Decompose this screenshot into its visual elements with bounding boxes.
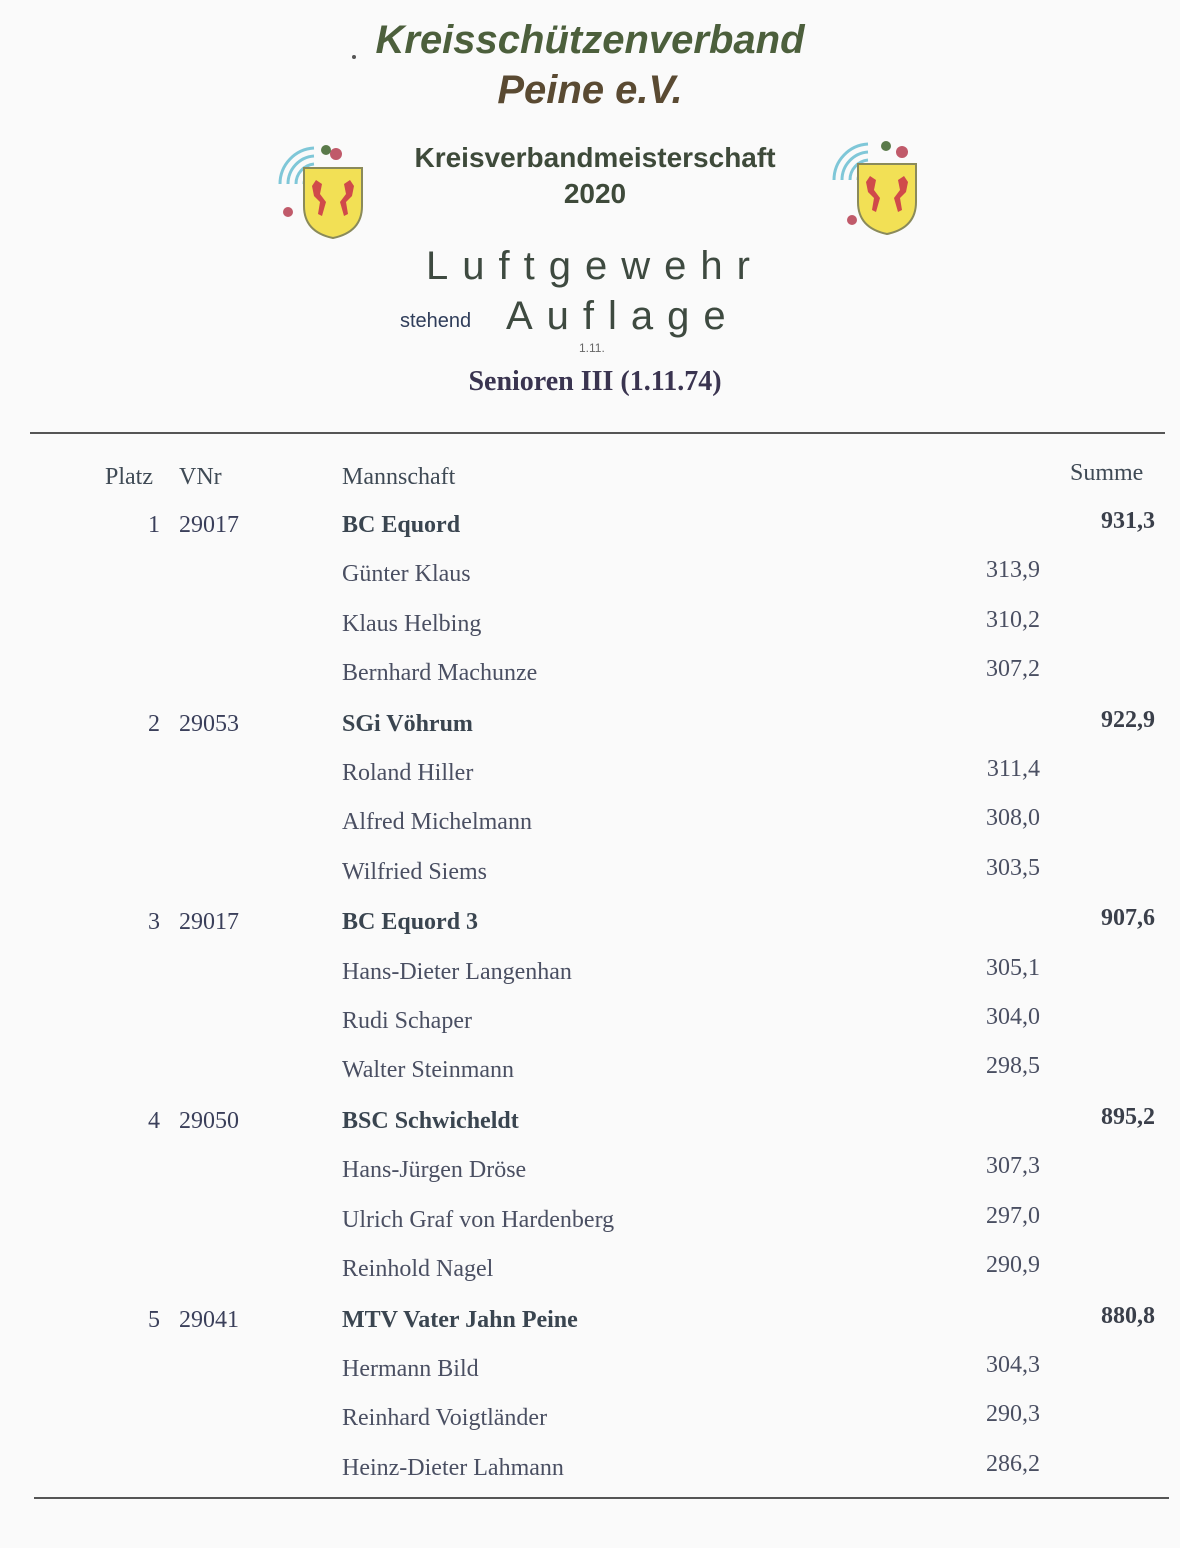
member-score: 303,5 [986, 854, 1040, 881]
member-row [0, 557, 1180, 610]
team-row [0, 905, 1180, 958]
age-class-label: Senioren III (1.11.74) [468, 366, 722, 397]
member-score: 304,0 [986, 1004, 1040, 1030]
member-name: Wilfried Siems [342, 858, 488, 885]
member-name: Hans-Jürgen Dröse [342, 1157, 527, 1184]
member-score: 304,3 [986, 1352, 1040, 1379]
member-row [0, 1202, 1180, 1256]
member-name: Alfred Michelmann [342, 809, 532, 836]
member-name: Bernhard Machunze [342, 659, 538, 686]
team-name: MTV Vater Jahn Peine [342, 1306, 578, 1333]
vnr-cell: 29050 [179, 1108, 239, 1135]
member-score: 311,4 [986, 756, 1040, 782]
small-note: 1.11. [579, 341, 605, 355]
header-mannschaft: Mannschaft [342, 464, 456, 490]
member-name: Reinhold Nagel [342, 1256, 494, 1282]
team-name: BC Equord [342, 512, 461, 538]
member-name: Heinz-Dieter Lahmann [342, 1454, 564, 1481]
member-score: 297,0 [986, 1202, 1040, 1229]
team-total: 895,2 [1101, 1104, 1155, 1131]
team-total: 907,6 [1101, 905, 1155, 932]
member-score: 307,2 [986, 655, 1040, 682]
org-title-line1: Kreisschützenverband [375, 18, 805, 62]
team-row [0, 706, 1180, 760]
member-row [0, 606, 1180, 660]
member-row [0, 954, 1180, 1008]
discipline-title: Luftgewehr [426, 244, 764, 288]
bottom-divider [34, 1497, 1169, 1499]
member-score: 298,5 [986, 1053, 1040, 1080]
championship-title: Kreisverbandmeisterschaft [414, 142, 776, 173]
member-score: 313,9 [986, 557, 1040, 584]
member-name: Rudi Schaper [342, 1008, 472, 1034]
team-name: BSC Schwicheldt [342, 1108, 519, 1135]
team-total: 922,9 [1101, 706, 1155, 733]
team-name: SGi Vöhrum [342, 710, 473, 737]
vnr-cell: 29041 [179, 1306, 239, 1333]
position-label: stehend [400, 310, 472, 332]
member-name: Hermann Bild [342, 1356, 479, 1383]
member-row [0, 854, 1180, 908]
member-score: 290,3 [986, 1401, 1040, 1428]
member-row [0, 655, 1180, 709]
member-score: 286,2 [986, 1450, 1040, 1477]
platz-cell: 4 [148, 1108, 160, 1135]
platz-cell: 2 [148, 710, 160, 737]
member-row [0, 1004, 1180, 1057]
vnr-cell: 29017 [179, 909, 239, 936]
member-name: Hans-Dieter Langenhan [342, 958, 572, 985]
member-row [0, 1252, 1180, 1305]
member-row [0, 805, 1180, 858]
discipline-subtitle: Auflage [506, 294, 740, 338]
platz-cell: 5 [148, 1306, 160, 1333]
member-name: Walter Steinmann [342, 1057, 515, 1084]
member-score: 308,0 [986, 805, 1040, 832]
member-row [0, 1053, 1180, 1106]
header-platz: Platz [105, 464, 153, 490]
member-row [0, 1401, 1180, 1454]
championship-year: 2020 [563, 178, 627, 209]
team-name: BC Equord 3 [342, 909, 479, 936]
member-name: Roland Hiller [342, 760, 474, 786]
member-name: Reinhard Voigtländer [342, 1405, 548, 1432]
member-name: Günter Klaus [342, 561, 471, 588]
vnr-cell: 29053 [179, 710, 239, 737]
member-name: Klaus Helbing [342, 610, 482, 637]
member-score: 290,9 [986, 1252, 1040, 1278]
top-divider [30, 432, 1165, 434]
member-row [0, 1153, 1180, 1206]
platz-cell: 1 [148, 512, 160, 538]
vnr-cell: 29017 [179, 512, 239, 538]
member-score: 307,3 [986, 1153, 1040, 1180]
member-score: 305,1 [986, 954, 1040, 981]
platz-cell: 3 [148, 909, 160, 936]
header-summe: Summe [1070, 460, 1144, 486]
org-title-line2: Peine e.V. [497, 68, 683, 112]
team-row [0, 508, 1180, 561]
member-row [0, 1352, 1180, 1405]
team-total: 931,3 [1101, 508, 1155, 534]
team-total: 880,8 [1101, 1302, 1155, 1329]
header-vnr: VNr [179, 464, 222, 490]
member-score: 310,2 [986, 606, 1040, 633]
member-name: Ulrich Graf von Hardenberg [342, 1206, 615, 1233]
member-row [0, 756, 1180, 809]
team-row [0, 1104, 1180, 1157]
team-row [0, 1302, 1180, 1356]
